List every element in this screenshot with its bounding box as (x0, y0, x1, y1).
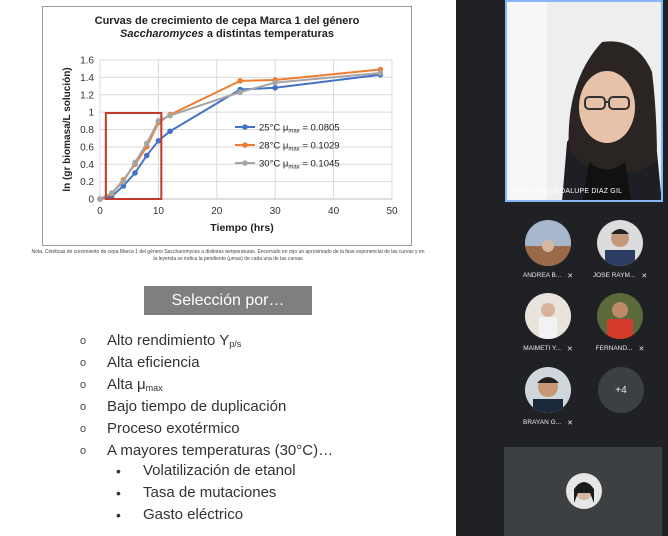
y-tick-label: 0.6 (80, 142, 94, 154)
data-point (97, 196, 103, 202)
y-tick-label: 1.4 (80, 72, 94, 84)
sub-bullet-item: • Volatilización de etanol (116, 462, 296, 479)
y-tick-label: 0 (88, 194, 94, 206)
bullet-item: o Alta eficiencia (80, 354, 200, 371)
chart-svg (43, 7, 411, 245)
chart-note: Nota. Cinéticas de crecimiento de cepa Marca 1 del género Saccharomyces a distintas temperaturas. Encerrado en rojo un aproximado de la fase exponencial de las curvas y en la leyenda se indica la pendiente (μmax) de cada una de las curvas (31, 249, 425, 262)
mic-off-icon: ✕ (567, 420, 573, 427)
participant-name: ANDREA B... (522, 272, 562, 279)
participant-tile[interactable] (518, 293, 578, 353)
y-tick-label: 0.8 (80, 125, 94, 136)
data-point (167, 113, 173, 119)
x-tick-label: 10 (152, 206, 164, 217)
data-point (237, 78, 243, 84)
y-tick-label: 0.4 (80, 159, 94, 171)
avatar (597, 293, 643, 339)
chart-subtitle: Saccharomyces a distintas temperaturas (120, 28, 334, 40)
bullet-item: o Bajo tiempo de duplicación (80, 398, 287, 415)
mic-off-icon: ✕ (567, 273, 574, 280)
sub-bullet-item: • Gasto eléctrico (116, 506, 244, 523)
y-axis-label: ln (gr biomasa/L solución) (62, 67, 73, 192)
sub-bullet-item: • Tasa de mutaciones (116, 484, 277, 501)
avatar (597, 220, 643, 266)
avatar (566, 473, 602, 509)
legend-marker (242, 124, 248, 130)
bullet-item: o Alta $\mu_{max}$ (80, 376, 163, 393)
growth-chart (42, 6, 412, 246)
speaker-video (507, 2, 663, 202)
x-tick-label: 50 (386, 206, 398, 217)
data-point (167, 128, 173, 134)
sub-bullet-list (116, 460, 296, 526)
data-point (144, 153, 150, 159)
data-point (378, 70, 384, 76)
data-point (144, 141, 150, 147)
x-tick-label: 20 (211, 206, 223, 217)
y-tick-label: 0.2 (80, 177, 94, 189)
data-point (272, 85, 278, 91)
exponential-phase-box (106, 113, 161, 199)
avatar (525, 293, 571, 339)
mic-off-icon: ✕ (641, 273, 648, 280)
data-point (237, 89, 243, 95)
mic-off-icon: ✕ (566, 346, 573, 353)
participant-tile[interactable] (518, 220, 578, 280)
participant-tile[interactable] (518, 367, 578, 427)
avatar (525, 220, 571, 266)
more-participants-button[interactable]: +4 (598, 367, 644, 413)
legend-entry: 30°C $\mu_{max} = 0.1045$ (259, 158, 340, 171)
participant-name: BRAYAN G... (523, 419, 562, 426)
mic-off-icon: ✕ (638, 346, 645, 353)
data-point (132, 160, 138, 166)
participant-name: MAIMETI Y... (523, 345, 561, 352)
legend-marker (242, 142, 248, 148)
speaker-name: NATALIA GUADALUPE DIAZ GIL (513, 188, 623, 195)
bullet-item: o Alto rendimiento $Y_{p/s}$ (80, 332, 242, 349)
selection-heading: Selección por… (144, 286, 312, 315)
bullet-item: o A mayores temperaturas (30°C)… (80, 442, 334, 459)
y-tick-label: 1.2 (80, 90, 94, 102)
legend-entry: 25°C $\mu_{max} = 0.0805$ (259, 122, 340, 135)
avatar (525, 367, 571, 413)
x-tick-label: 40 (328, 206, 340, 217)
participant-tile[interactable] (590, 220, 650, 280)
x-axis-label: Tiempo (hrs) (210, 222, 274, 234)
legend-marker (242, 160, 248, 166)
x-tick-label: 30 (269, 206, 281, 217)
data-point (132, 170, 138, 176)
data-point (272, 80, 278, 86)
active-speaker-tile[interactable] (505, 0, 663, 202)
participant-name: FERNAND... (595, 345, 633, 352)
bullet-item: o Proceso exotérmico (80, 420, 240, 437)
participant-tile[interactable] (590, 293, 650, 353)
y-tick-label: 1.6 (80, 55, 94, 67)
y-tick-label: 1 (88, 107, 94, 119)
data-point (109, 190, 115, 196)
legend-entry: 28°C $\mu_{max} = 0.1029$ (259, 140, 340, 153)
bullet-list (78, 330, 333, 462)
chart-title: Curvas de crecimiento de cepa Marca 1 del género (94, 15, 360, 27)
x-tick-label: 0 (97, 206, 103, 217)
data-point (121, 179, 127, 185)
participant-name: JOSE RAYM... (592, 272, 636, 279)
self-view-tile[interactable] (504, 447, 662, 536)
